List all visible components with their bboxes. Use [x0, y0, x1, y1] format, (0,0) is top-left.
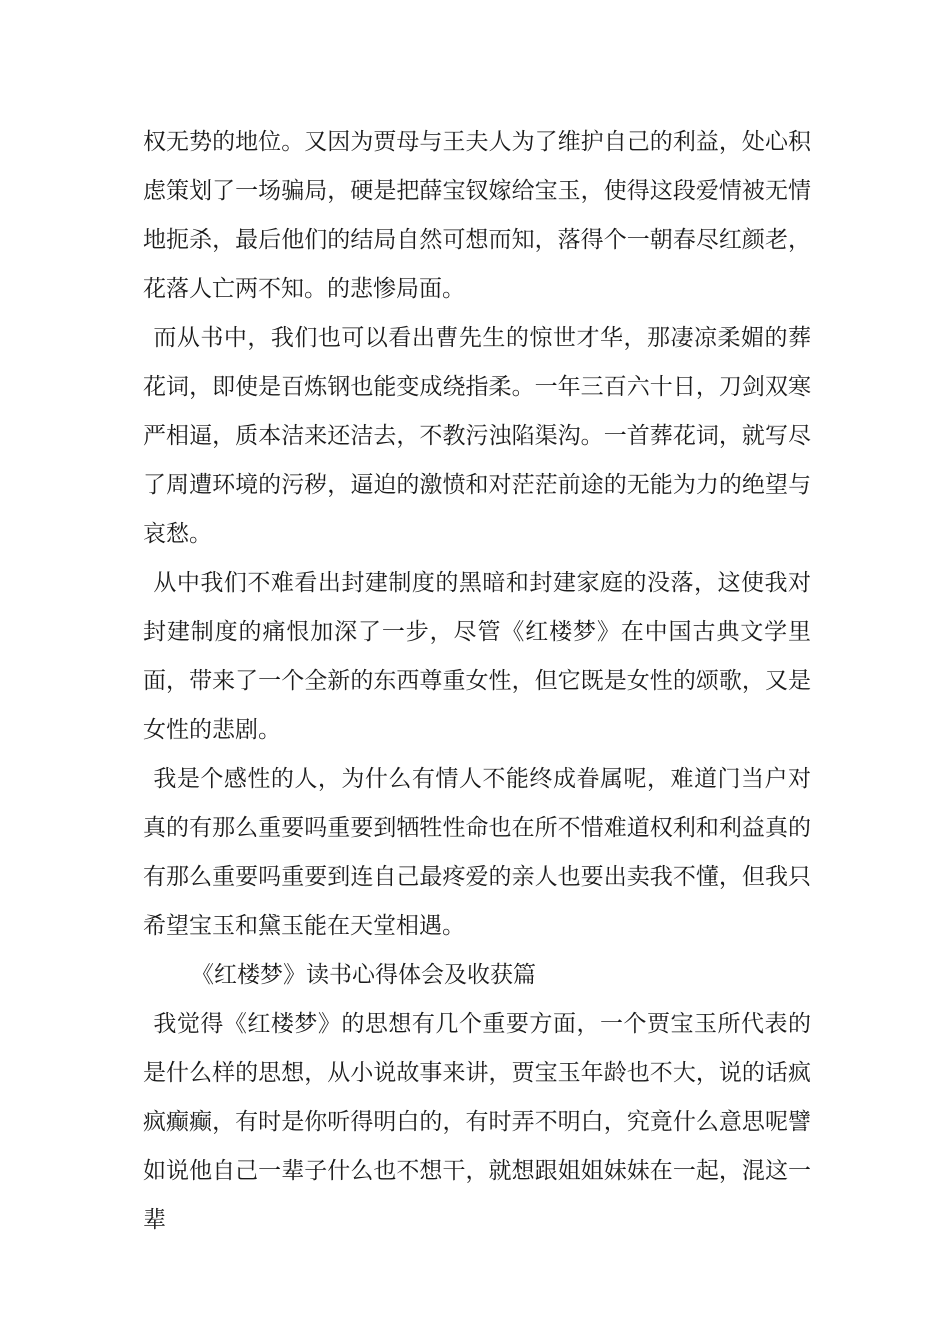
- section-heading: 《红楼梦》读书心得体会及收获篇: [191, 962, 536, 988]
- paragraph-3: 从中我们不难看出封建制度的黑暗和封建家庭的没落，这使我对封建制度的痛恨加深了一步，尽管《红楼梦》在中国古典文学里面，带来了一个全新的东西尊重女性，但它既是女性的颂歌，又是女性的悲剧。: [143, 570, 811, 743]
- paragraph-4: 我是个感性的人，为什么有情人不能终成眷属呢，难道门当户对真的有那么重要吗重要到牺牲性命也在所不惜难道权利和利益真的有那么重要吗重要到连自己最疼爱的亲人也要出卖我不懂，但我只希望宝玉和黛玉能在天堂相遇。: [143, 766, 811, 939]
- paragraph-5: 我觉得《红楼梦》的思想有几个重要方面，一个贾宝玉所代表的是什么样的思想，从小说故事来讲，贾宝玉年龄也不大，说的话疯疯癫癫，有时是你听得明白的，有时弄不明白，究竟什么意思呢譬如说他自己一辈子什么也不想干，就想跟姐姐妹妹在一起，混这一辈: [143, 1011, 811, 1233]
- paragraph-1: 权无势的地位。又因为贾母与王夫人为了维护自己的利益，处心积虑策划了一场骗局，硬是把薛宝钗嫁给宝玉，使得这段爱情被无情地扼杀，最后他们的结局自然可想而知，落得个一朝春尽红颜老，花落人亡两不知。的悲惨局面。: [143, 129, 811, 302]
- document-page: [143, 118, 811, 1245]
- paragraph-2: 而从书中，我们也可以看出曹先生的惊世才华，那凄凉柔媚的葬花词，即使是百炼钢也能变成绕指柔。一年三百六十日，刀剑双寒严相逼，质本洁来还洁去，不教污浊陷渠沟。一首葬花词，就写尽了周遭环境的污秽，逼迫的激愤和对茫茫前途的无能为力的绝望与哀愁。: [143, 325, 811, 547]
